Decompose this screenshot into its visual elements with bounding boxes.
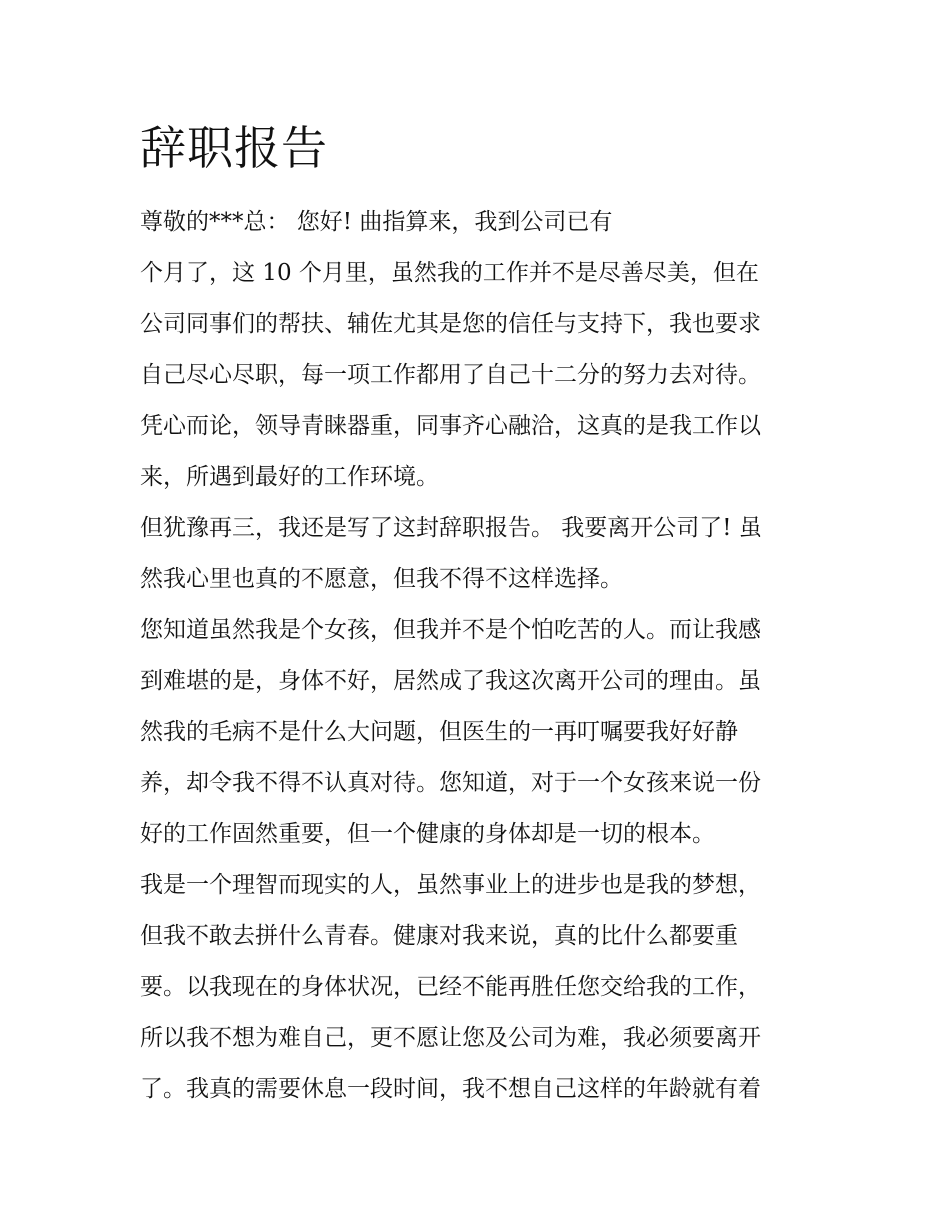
body-line: 养，却令我不得不认真对待。您知道，对于一个女孩来说一份: [140, 770, 761, 796]
body-line: 自己尽心尽职，每一项工作都用了自己十二分的努力去对待。: [140, 362, 761, 388]
document-title: 辞职报告: [140, 121, 328, 175]
body-line: 好的工作固然重要，但一个健康的身体却是一切的根本。: [140, 821, 715, 847]
body-line: 您知道虽然我是个女孩，但我并不是个怕吃苦的人。而让我感: [140, 617, 761, 643]
body-line: 凭心而论，领导青睐器重，同事齐心融洽，这真的是我工作以: [140, 413, 761, 439]
body-line: 所以我不想为难自己，更不愿让您及公司为难，我必须要离开: [140, 1025, 761, 1051]
body-line: 我是一个理智而现实的人，虽然事业上的进步也是我的梦想，: [140, 872, 761, 898]
body-line: 来，所遇到最好的工作环境。: [140, 464, 439, 490]
body-line: 然我心里也真的不愿意，但我不得不这样选择。: [140, 566, 623, 592]
body-line: 尊敬的***总： 您好! 曲指算来，我到公司已有: [140, 209, 613, 235]
body-line: 到难堪的是，身体不好，居然成了我这次离开公司的理由。虽: [140, 668, 761, 694]
body-line: 了。我真的需要休息一段时间，我不想自己这样的年龄就有着: [140, 1076, 761, 1102]
body-line: 但犹豫再三，我还是写了这封辞职报告。 我要离开公司了! 虽: [140, 515, 762, 541]
body-line: 公司同事们的帮扶、辅佐尤其是您的信任与支持下，我也要求: [140, 311, 761, 337]
body-line: 个月了，这 10 个月里，虽然我的工作并不是尽善尽美，但在: [140, 260, 759, 286]
body-line: 然我的毛病不是什么大问题，但医生的一再叮嘱要我好好静: [140, 719, 738, 745]
body-line: 但我不敢去拼什么青春。健康对我来说，真的比什么都要重: [140, 923, 738, 949]
body-line: 要。以我现在的身体状况，已经不能再胜任您交给我的工作，: [140, 974, 761, 1000]
